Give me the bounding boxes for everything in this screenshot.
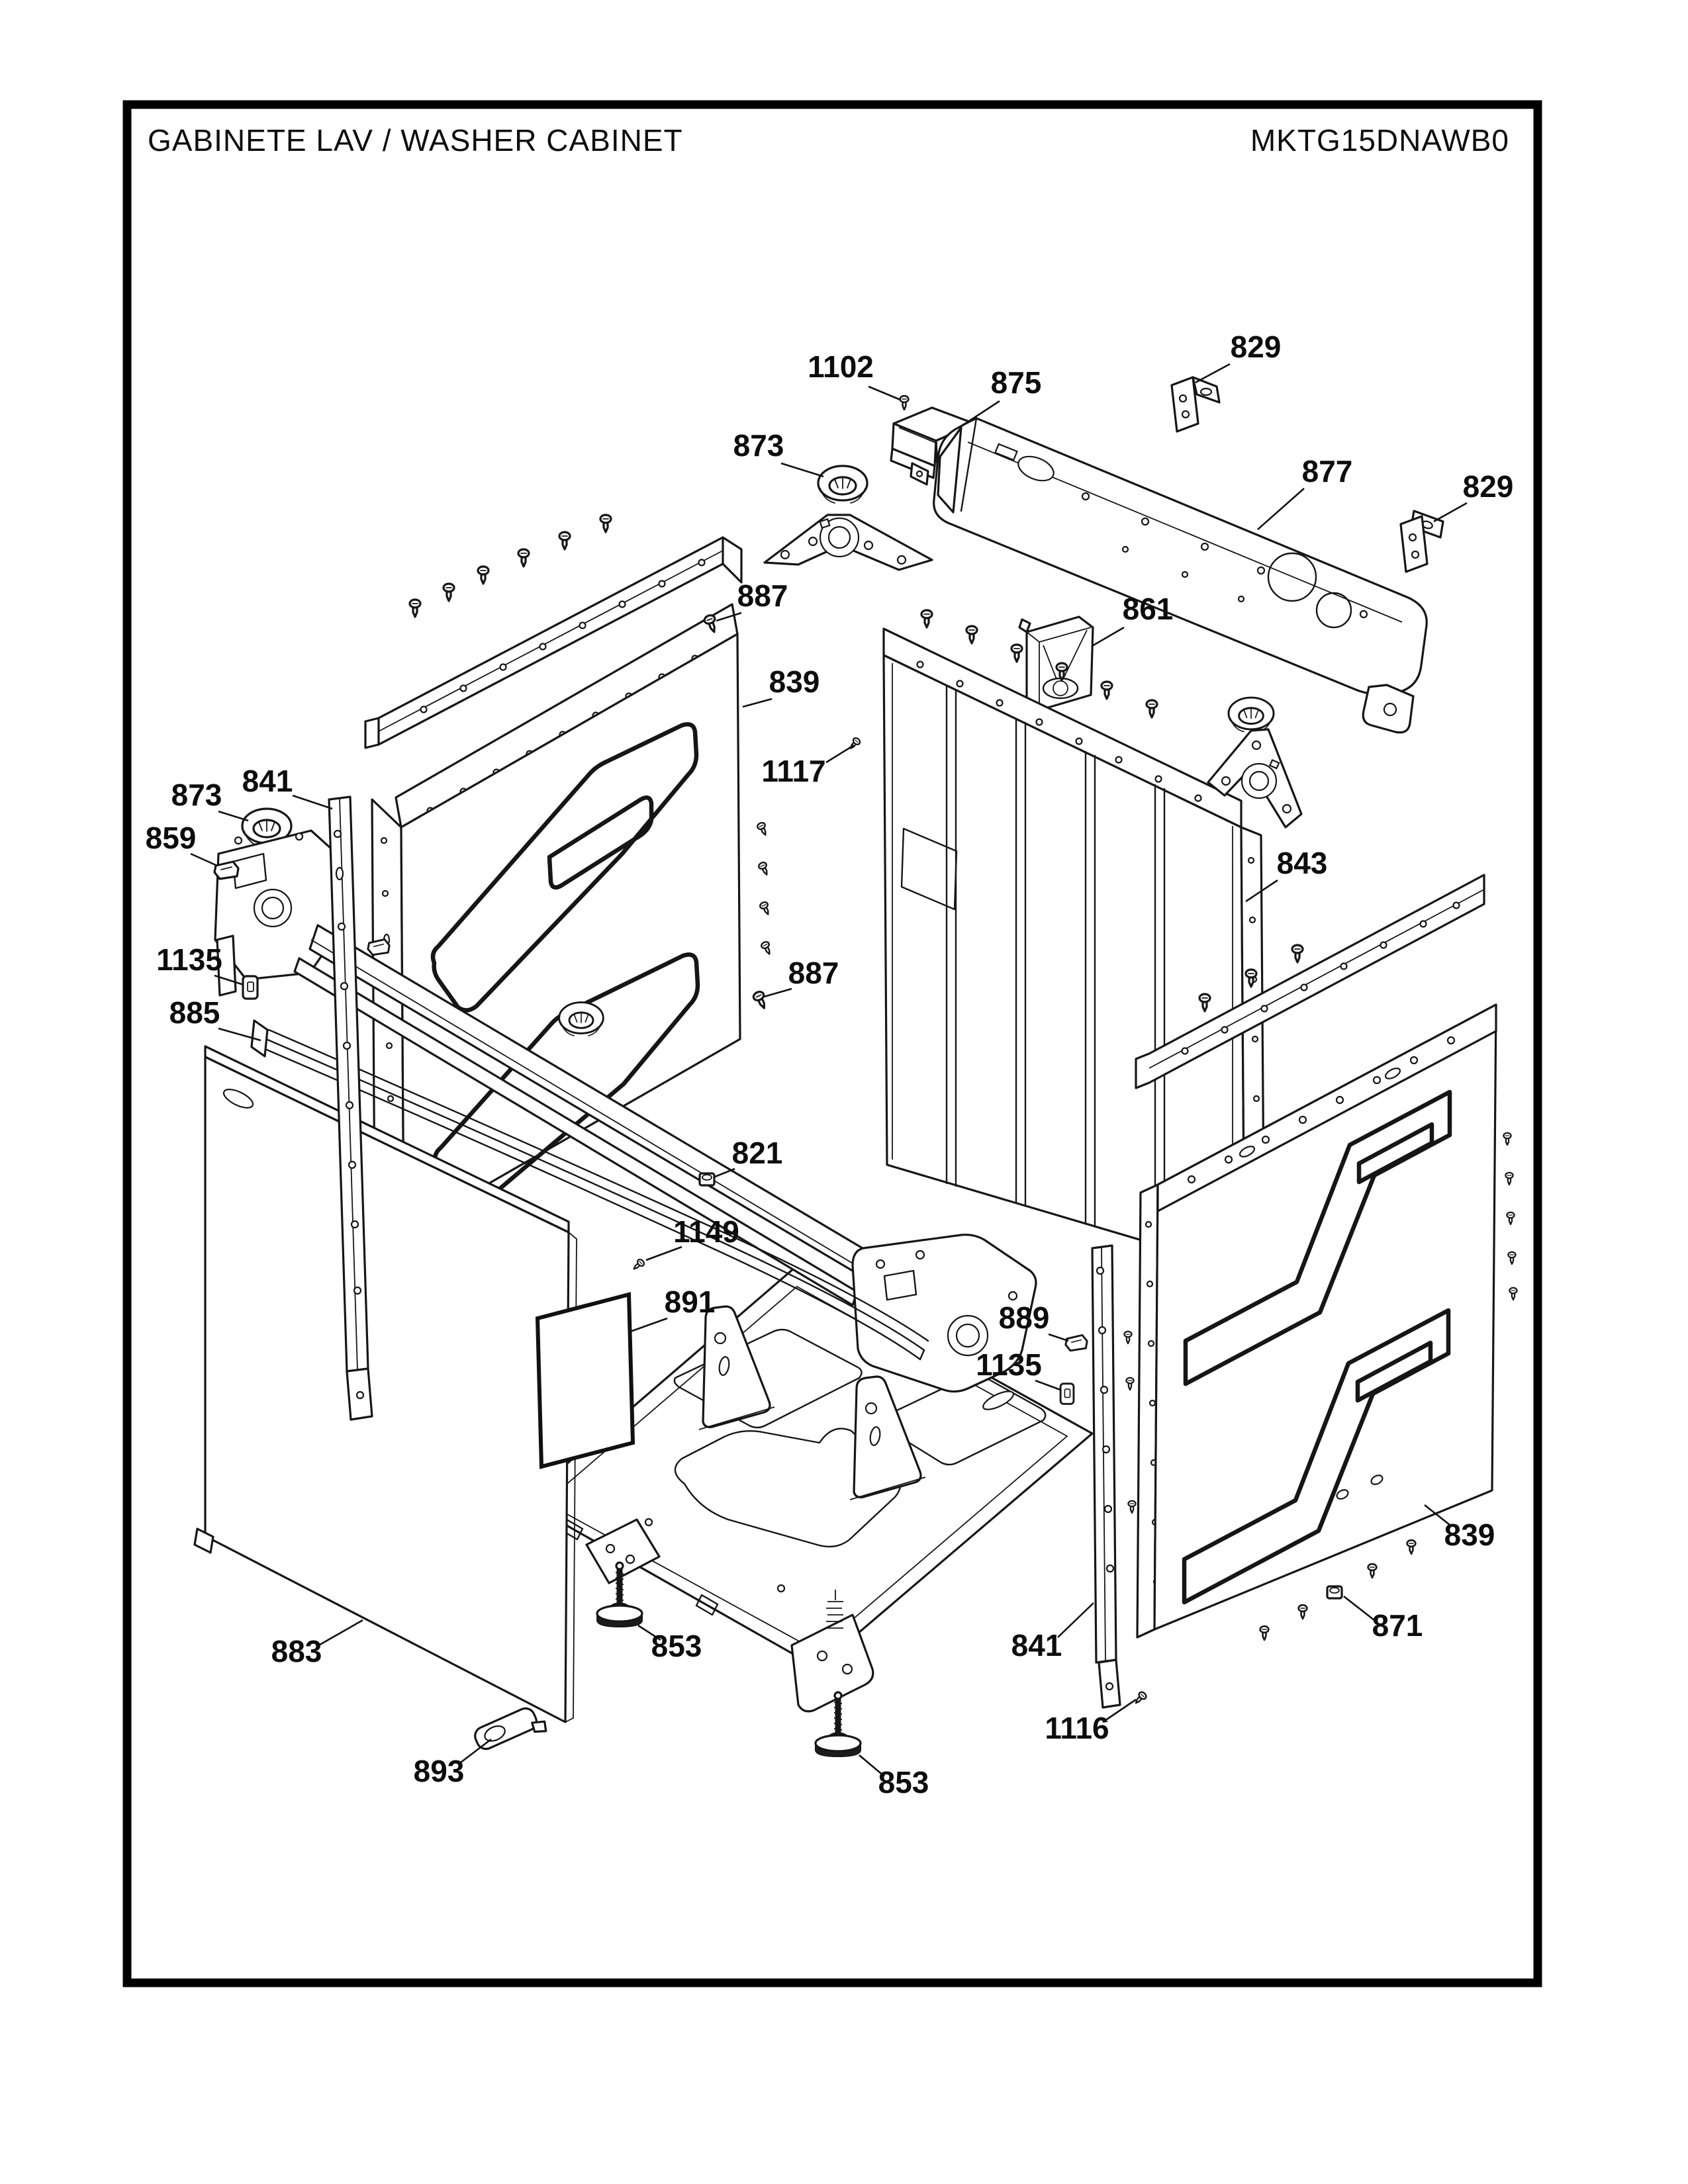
svg-text:877: 877 bbox=[1301, 454, 1353, 488]
part-left-gusset-plate bbox=[765, 515, 932, 570]
callout-889 bbox=[999, 1300, 1068, 1341]
svg-text:839: 839 bbox=[1444, 1518, 1495, 1552]
callout-839-left bbox=[743, 664, 820, 707]
callout-829-left bbox=[1196, 330, 1281, 383]
callout-877 bbox=[1258, 454, 1352, 529]
callout-853-left bbox=[638, 1625, 702, 1663]
svg-text:873: 873 bbox=[171, 778, 222, 812]
callout-1117 bbox=[761, 745, 854, 788]
svg-text:891: 891 bbox=[664, 1285, 716, 1319]
svg-text:821: 821 bbox=[731, 1136, 783, 1170]
part-877-top-rear-cover bbox=[934, 418, 1427, 733]
part-1135-clip-left bbox=[243, 976, 258, 999]
brace-clip bbox=[368, 939, 389, 954]
callout-1102 bbox=[808, 349, 900, 400]
part-861-duct bbox=[1019, 617, 1093, 710]
svg-text:839: 839 bbox=[769, 664, 820, 699]
callout-841-right bbox=[1011, 1603, 1094, 1662]
part-841-strip-right bbox=[1092, 1246, 1120, 1707]
callout-873-left bbox=[171, 778, 248, 821]
svg-text:875: 875 bbox=[990, 365, 1042, 400]
callout-841-left bbox=[242, 764, 332, 809]
part-887-screw-column bbox=[752, 821, 773, 1010]
svg-text:829: 829 bbox=[1462, 469, 1514, 504]
svg-text:871: 871 bbox=[1372, 1608, 1423, 1643]
callout-883 bbox=[271, 1620, 363, 1668]
svg-text:893: 893 bbox=[413, 1754, 465, 1788]
part-1149-screw bbox=[632, 1258, 645, 1272]
part-829-bracket-left bbox=[1172, 377, 1219, 432]
part-1116-screw bbox=[1133, 1691, 1148, 1706]
callout-861 bbox=[1092, 592, 1173, 646]
svg-text:887: 887 bbox=[788, 956, 839, 990]
part-891-pad bbox=[538, 1295, 633, 1467]
part-873-grommet-right bbox=[1229, 698, 1274, 732]
callout-853-right bbox=[859, 1755, 929, 1799]
callout-875 bbox=[961, 365, 1041, 426]
svg-text:853: 853 bbox=[651, 1629, 702, 1663]
svg-text:1135: 1135 bbox=[976, 1347, 1042, 1382]
callout-859 bbox=[146, 821, 217, 866]
rail-screws bbox=[410, 515, 611, 617]
callout-829-right bbox=[1434, 469, 1513, 522]
part-859-clip bbox=[214, 862, 238, 879]
svg-text:861: 861 bbox=[1122, 592, 1174, 626]
svg-text:859: 859 bbox=[145, 821, 197, 855]
callout-891 bbox=[630, 1285, 715, 1332]
callout-1149 bbox=[646, 1214, 739, 1260]
callout-871 bbox=[1344, 1596, 1423, 1643]
part-873-grommet-top bbox=[818, 466, 867, 503]
svg-text:829: 829 bbox=[1230, 330, 1282, 364]
page-title: GABINETE LAV / WASHER CABINET bbox=[148, 123, 683, 158]
callout-1116 bbox=[1045, 1700, 1136, 1745]
svg-text:887: 887 bbox=[737, 578, 788, 613]
svg-text:885: 885 bbox=[169, 995, 220, 1030]
svg-text:1116: 1116 bbox=[1045, 1711, 1109, 1745]
model-number: MKTG15DNAWB0 bbox=[1250, 123, 1509, 158]
part-1135-clip-right bbox=[1060, 1384, 1074, 1404]
part-821-nut bbox=[700, 1173, 714, 1185]
svg-text:853: 853 bbox=[878, 1765, 929, 1799]
part-889-clip bbox=[1066, 1335, 1087, 1350]
svg-text:843: 843 bbox=[1276, 846, 1328, 880]
svg-text:841: 841 bbox=[242, 764, 293, 798]
svg-text:883: 883 bbox=[271, 1634, 322, 1668]
part-871-nut bbox=[1327, 1586, 1342, 1598]
svg-text:1149: 1149 bbox=[673, 1214, 739, 1249]
svg-text:873: 873 bbox=[733, 428, 784, 463]
part-1102-screw bbox=[900, 396, 909, 410]
svg-text:889: 889 bbox=[998, 1300, 1050, 1335]
brace-grommet bbox=[559, 1003, 604, 1036]
svg-text:841: 841 bbox=[1011, 1628, 1062, 1662]
callout-873-top bbox=[733, 428, 823, 477]
part-893-clip bbox=[472, 1703, 548, 1758]
svg-text:1117: 1117 bbox=[761, 754, 826, 788]
svg-text:1135: 1135 bbox=[156, 942, 222, 977]
callout-885 bbox=[169, 995, 261, 1040]
callout-887-mid bbox=[764, 956, 839, 997]
svg-text:1102: 1102 bbox=[808, 349, 874, 384]
